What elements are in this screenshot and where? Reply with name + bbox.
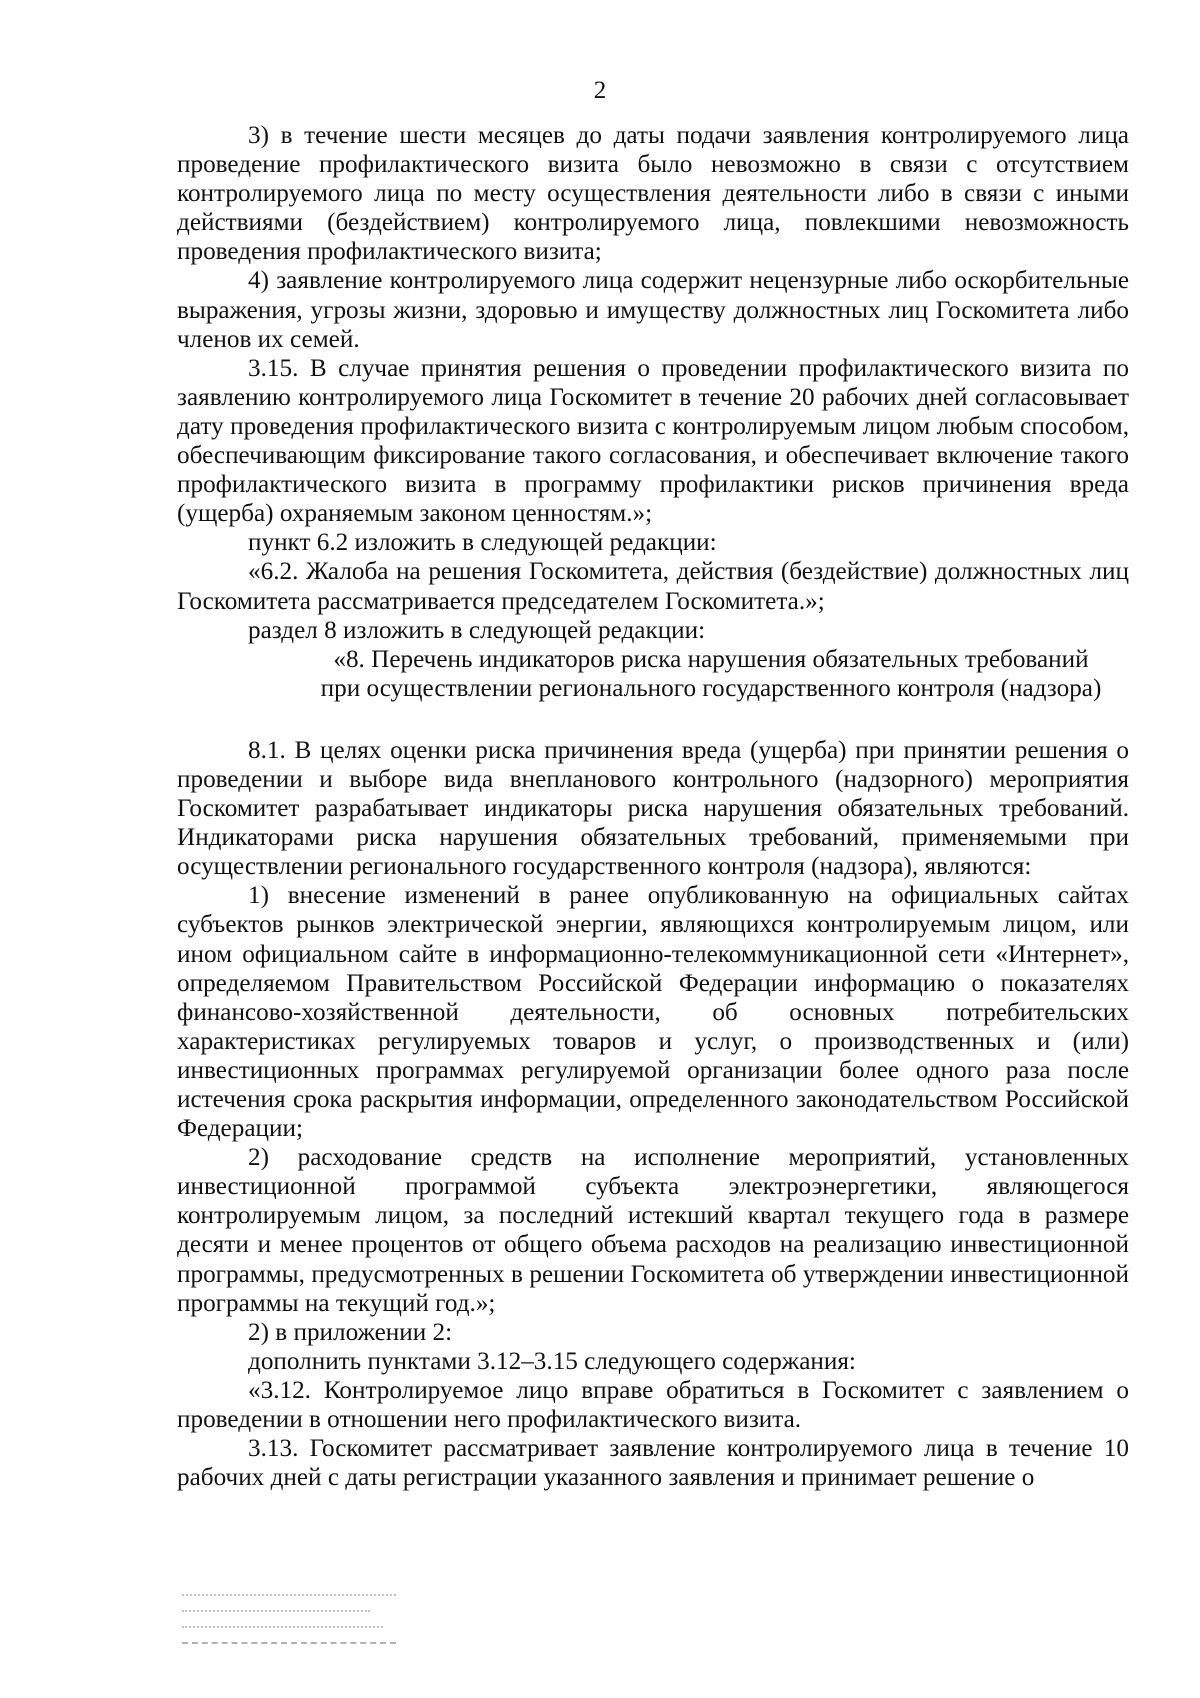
paragraph-item-3-reason: 3) в течение шести месяцев до даты подачи заявления контролируемого лица проведение профилактического визита было невозможно в связи с отсутствием контролируемого лица по месту осуществления деятельности либо в связи с иными действиями (бездействием) контролируемого лица, повлекшими невозможность проведения профилактического визита; — [177, 122, 1129, 266]
section-8-heading-line-1: «8. Перечень индикаторов риска нарушения обязательных требований — [333, 645, 1089, 673]
heading-spacer — [177, 703, 1129, 736]
paragraph-6-2-text: «6.2. Жалоба на решения Госкомитета, действия (бездействие) должностных лиц Госкомитета рассматривается председателем Госкомитета.»; — [177, 558, 1129, 615]
paragraph-indicator-1: 1) внесение изменений в ранее опубликованную на официальных сайтах субъектов рынков электрической энергии, являющихся контролируемым лицом, или ином официальном сайте в информационно-телекоммуникационной сети «Интернет», определяемом Правительством Российской Федерации информацию о показателях финансово-хозяйственной деятельности, об основных потребительских характеристиках регулируемых товаров и услуг, о производственных и (или) инвестиционных программах регулируемой организации более одного раза после истечения срока раскрытия информации, определенного законодательством Российской Федерации; — [177, 882, 1129, 1143]
paragraph-add-points: дополнить пунктами 3.12–3.15 следующего содержания: — [248, 1347, 856, 1375]
document-body — [177, 121, 1129, 1492]
paragraph-appendix-2: 2) в приложении 2: — [248, 1318, 453, 1346]
page-number: 2 — [593, 77, 607, 104]
faint-stamp-mark — [182, 1594, 396, 1656]
paragraph-3-13: 3.13. Госкомитет рассматривает заявление контролируемого лица в течение 10 рабочих дней с даты регистрации указанного заявления и принимает решение о — [177, 1435, 1129, 1492]
paragraph-3-15: 3.15. В случае принятия решения о проведении профилактического визита по заявлению контролируемого лица Госкомитет в течение 20 рабочих дней согласовывает дату проведения профилактического визита с контролируемым лицом любым способом, обеспечивающим фиксирование такого согласования, и обеспечивает включение такого профилактического визита в программу профилактики рисков причинения вреда (ущерба) охраняемым законом ценностям.»; — [177, 354, 1129, 528]
paragraph-item-4-reason: 4) заявление контролируемого лица содержит нецензурные либо оскорбительные выражения, угрозы жизни, здоровью и имуществу должностных лиц Госкомитета либо членов их семей. — [177, 267, 1129, 353]
paragraph-amend-section-8: раздел 8 изложить в следующей редакции: — [248, 616, 706, 644]
paragraph-8-1: 8.1. В целях оценки риска причинения вреда (ущерба) при принятии решения о проведении и выборе вида внепланового контрольного (надзорного) мероприятия Госкомитет разрабатывает индикаторы риска нарушения обязательных требований. Индикаторами риска нарушения обязательных требований, применяемыми при осуществлении регионального государственного контроля (надзора), являются: — [177, 736, 1129, 881]
section-8-heading-line-2: при осуществлении регионального государственного контроля (надзора) — [320, 674, 1102, 702]
paragraph-3-12: «3.12. Контролируемое лицо вправе обратиться в Госкомитет с заявлением о проведении в отношении него профилактического визита. — [177, 1376, 1129, 1434]
paragraph-indicator-2: 2) расходование средств на исполнение мероприятий, установленных инвестиционной программой субъекта электроэнергетики, являющегося контролируемым лицом, за последний истекший квартал текущего года в размере десяти и менее процентов от общего объема расходов на реализацию инвестиционной программы, предусмотренных в решении Госкомитета об утверждении инвестиционной программы на текущий год.»; — [177, 1144, 1129, 1317]
paragraph-amend-6-2: пункт 6.2 изложить в следующей редакции: — [248, 529, 717, 557]
